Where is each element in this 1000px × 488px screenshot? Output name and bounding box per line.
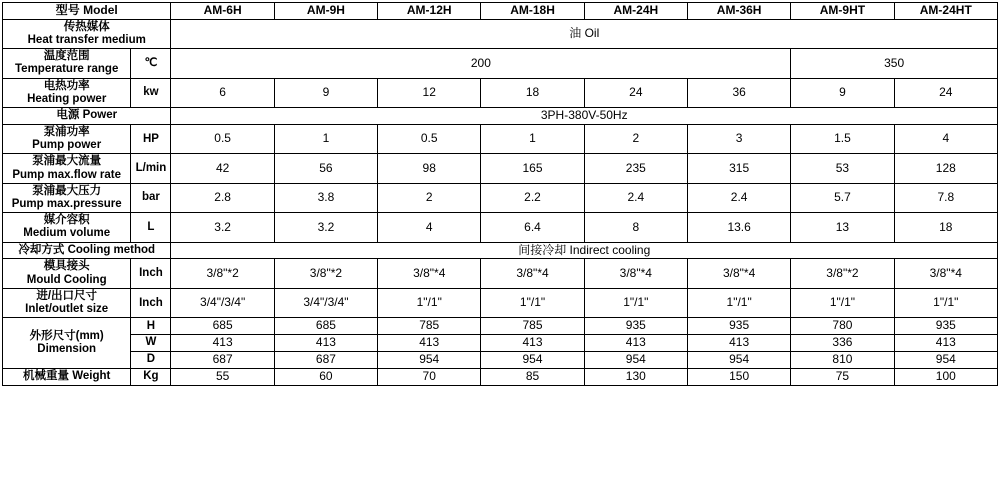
cell-r14-c1: 687	[171, 351, 274, 368]
cell-r12-c7: 780	[791, 318, 894, 335]
cell-r6-c6: 315	[687, 154, 790, 183]
cell-r14-c7: 810	[791, 351, 894, 368]
header-model-2: AM-9H	[274, 3, 377, 20]
cell-r15-c5: 130	[584, 368, 687, 385]
row-label-cn: 泵浦最大压力	[32, 184, 102, 197]
row-label-cn: 模具接头	[43, 260, 90, 273]
cell-r3-c6: 36	[687, 78, 790, 107]
row-unit-2: ℃	[131, 49, 171, 78]
table-row	[3, 242, 998, 259]
cell-r3-c3: 12	[378, 78, 481, 107]
header-model-label: 型号 Model	[3, 3, 171, 20]
row-span-value-4: 3PH-380V-50Hz	[171, 108, 998, 125]
header-model-7: AM-9HT	[791, 3, 894, 20]
cell-r8-c2: 3.2	[274, 213, 377, 242]
cell-r11-c2: 3/4"/3/4"	[274, 288, 377, 317]
cell-r13-c8: 413	[894, 335, 997, 352]
cell-r10-c1: 3/8"*2	[171, 259, 274, 288]
cell-r6-c2: 56	[274, 154, 377, 183]
table-row	[3, 183, 998, 212]
row-label-15	[3, 368, 131, 385]
cell-r3-c8: 24	[894, 78, 997, 107]
table-row	[3, 108, 998, 125]
cell-r12-c6: 935	[687, 318, 790, 335]
header-model-4: AM-18H	[481, 3, 584, 20]
header-model-8: AM-24HT	[894, 3, 997, 20]
cell-r5-c8: 4	[894, 124, 997, 153]
cell-r11-c5: 1"/1"	[584, 288, 687, 317]
table-row	[3, 78, 998, 107]
row-label-cn: 温度范围	[43, 50, 90, 63]
cell-r6-c8: 128	[894, 154, 997, 183]
cell-r13-c3: 413	[378, 335, 481, 352]
cell-r11-c3: 1"/1"	[378, 288, 481, 317]
row-label-en: Dimension	[37, 343, 97, 356]
cell-r11-c8: 1"/1"	[894, 288, 997, 317]
cell-r14-c4: 954	[481, 351, 584, 368]
cell-r3-c4: 18	[481, 78, 584, 107]
row-unit-12: H	[131, 318, 171, 335]
cell-r8-c3: 4	[378, 213, 481, 242]
spec-sheet	[0, 2, 1000, 488]
cell-r7-c1: 2.8	[171, 183, 274, 212]
row-label-11	[3, 288, 131, 317]
cell-r7-c7: 5.7	[791, 183, 894, 212]
row-label-en: Heating power	[27, 92, 107, 105]
cell-r7-c8: 7.8	[894, 183, 997, 212]
row-label-en: Pump max.pressure	[11, 198, 122, 210]
row-label-cn: 外形尺寸(mm)	[29, 329, 104, 342]
row-span-value-1: 油 Oil	[171, 19, 998, 48]
table-row	[3, 318, 998, 335]
cell-r7-c3: 2	[378, 183, 481, 212]
cell-r10-c5: 3/8"*4	[584, 259, 687, 288]
table-row	[3, 288, 998, 317]
cell-r5-c3: 0.5	[378, 124, 481, 153]
cell-r6-c1: 42	[171, 154, 274, 183]
cell-r13-c7: 336	[791, 335, 894, 352]
cell-r10-c6: 3/8"*4	[687, 259, 790, 288]
row-unit-14: D	[131, 351, 171, 368]
cell-r8-c5: 8	[584, 213, 687, 242]
row-unit-6: L/min	[131, 154, 171, 183]
row-label-cn: 进/出口尺寸	[36, 289, 98, 302]
cell-r15-c4: 85	[481, 368, 584, 385]
cell-r7-c6: 2.4	[687, 183, 790, 212]
table-row	[3, 19, 998, 48]
row-label-2	[3, 49, 131, 78]
row-label-en: Pump max.flow rate	[12, 168, 121, 181]
row-label-4	[3, 108, 171, 125]
table-row	[3, 154, 998, 183]
row-label-3	[3, 78, 131, 107]
row-label-5	[3, 124, 131, 153]
cell-r10-c7: 3/8"*2	[791, 259, 894, 288]
cell-r11-c1: 3/4"/3/4"	[171, 288, 274, 317]
row-span-value-9: 间接冷却 Indirect cooling	[171, 242, 998, 259]
row-label-1	[3, 19, 171, 48]
row-split-right-2: 350	[791, 49, 998, 78]
table-row	[3, 335, 998, 352]
cell-r7-c2: 3.8	[274, 183, 377, 212]
table-row	[3, 49, 998, 78]
cell-r12-c5: 935	[584, 318, 687, 335]
header-model-6: AM-36H	[687, 3, 790, 20]
cell-r12-c8: 935	[894, 318, 997, 335]
row-unit-11: Inch	[131, 288, 171, 317]
row-label-cn: 电源 Power	[56, 109, 118, 122]
row-label-6	[3, 154, 131, 183]
row-label-en: Heat transfer medium	[27, 34, 146, 47]
row-label-8	[3, 213, 131, 242]
row-label-cn: 冷却方式 Cooling method	[18, 243, 156, 256]
cell-r6-c3: 98	[378, 154, 481, 183]
cell-r15-c6: 150	[687, 368, 790, 385]
cell-r3-c1: 6	[171, 78, 274, 107]
cell-r15-c8: 100	[894, 368, 997, 385]
cell-r13-c6: 413	[687, 335, 790, 352]
row-label-en: Temperature range	[15, 63, 119, 76]
cell-r6-c4: 165	[481, 154, 584, 183]
row-label-en: Medium volume	[23, 227, 111, 240]
cell-r14-c3: 954	[378, 351, 481, 368]
cell-r11-c6: 1"/1"	[687, 288, 790, 317]
row-unit-13: W	[131, 335, 171, 352]
cell-r13-c4: 413	[481, 335, 584, 352]
cell-r5-c7: 1.5	[791, 124, 894, 153]
cell-r14-c5: 954	[584, 351, 687, 368]
header-model-5: AM-24H	[584, 3, 687, 20]
table-header-row	[3, 3, 998, 20]
row-label-cn: 机械重量 Weight	[23, 370, 111, 382]
cell-r6-c5: 235	[584, 154, 687, 183]
cell-r8-c7: 13	[791, 213, 894, 242]
row-unit-15: Kg	[131, 368, 171, 385]
cell-r5-c5: 2	[584, 124, 687, 153]
table-row	[3, 213, 998, 242]
cell-r5-c6: 3	[687, 124, 790, 153]
cell-r5-c4: 1	[481, 124, 584, 153]
cell-r5-c1: 0.5	[171, 124, 274, 153]
cell-r7-c5: 2.4	[584, 183, 687, 212]
cell-r13-c1: 413	[171, 335, 274, 352]
header-model-3: AM-12H	[378, 3, 481, 20]
cell-r15-c2: 60	[274, 368, 377, 385]
cell-r13-c2: 413	[274, 335, 377, 352]
row-label-10	[3, 259, 131, 288]
row-label-12	[3, 318, 131, 368]
cell-r14-c6: 954	[687, 351, 790, 368]
cell-r10-c4: 3/8"*4	[481, 259, 584, 288]
row-label-9	[3, 242, 171, 259]
row-label-cn: 传热媒体	[63, 20, 110, 33]
row-label-cn: 泵浦功率	[43, 125, 90, 138]
cell-r13-c5: 413	[584, 335, 687, 352]
table-row	[3, 259, 998, 288]
cell-r3-c2: 9	[274, 78, 377, 107]
cell-r12-c1: 685	[171, 318, 274, 335]
cell-r12-c3: 785	[378, 318, 481, 335]
row-unit-5: HP	[131, 124, 171, 153]
row-label-en: Inlet/outlet size	[25, 303, 109, 316]
table-row	[3, 124, 998, 153]
cell-r3-c7: 9	[791, 78, 894, 107]
row-label-cn: 泵浦最大流量	[32, 155, 102, 168]
cell-r14-c8: 954	[894, 351, 997, 368]
header-model-1: AM-6H	[171, 3, 274, 20]
cell-r8-c4: 6.4	[481, 213, 584, 242]
cell-r5-c2: 1	[274, 124, 377, 153]
row-unit-8: L	[131, 213, 171, 242]
cell-r15-c3: 70	[378, 368, 481, 385]
cell-r12-c4: 785	[481, 318, 584, 335]
row-label-en: Mould Cooling	[26, 273, 107, 286]
row-unit-3: kw	[131, 78, 171, 107]
table-row	[3, 351, 998, 368]
row-label-en: Pump power	[32, 139, 102, 152]
cell-r3-c5: 24	[584, 78, 687, 107]
row-label-cn: 电热功率	[43, 79, 90, 92]
cell-r8-c6: 13.6	[687, 213, 790, 242]
cell-r11-c7: 1"/1"	[791, 288, 894, 317]
cell-r10-c8: 3/8"*4	[894, 259, 997, 288]
cell-r7-c4: 2.2	[481, 183, 584, 212]
cell-r15-c1: 55	[171, 368, 274, 385]
table-body	[3, 3, 998, 386]
specification-table	[2, 2, 998, 386]
row-label-7	[3, 183, 131, 212]
cell-r11-c4: 1"/1"	[481, 288, 584, 317]
table-row	[3, 368, 998, 385]
cell-r14-c2: 687	[274, 351, 377, 368]
cell-r10-c2: 3/8"*2	[274, 259, 377, 288]
row-unit-7: bar	[131, 183, 171, 212]
cell-r12-c2: 685	[274, 318, 377, 335]
cell-r10-c3: 3/8"*4	[378, 259, 481, 288]
row-label-cn: 媒介容积	[43, 214, 90, 227]
row-unit-10: Inch	[131, 259, 171, 288]
row-split-left-2: 200	[171, 49, 791, 78]
cell-r8-c1: 3.2	[171, 213, 274, 242]
cell-r6-c7: 53	[791, 154, 894, 183]
cell-r15-c7: 75	[791, 368, 894, 385]
cell-r8-c8: 18	[894, 213, 997, 242]
